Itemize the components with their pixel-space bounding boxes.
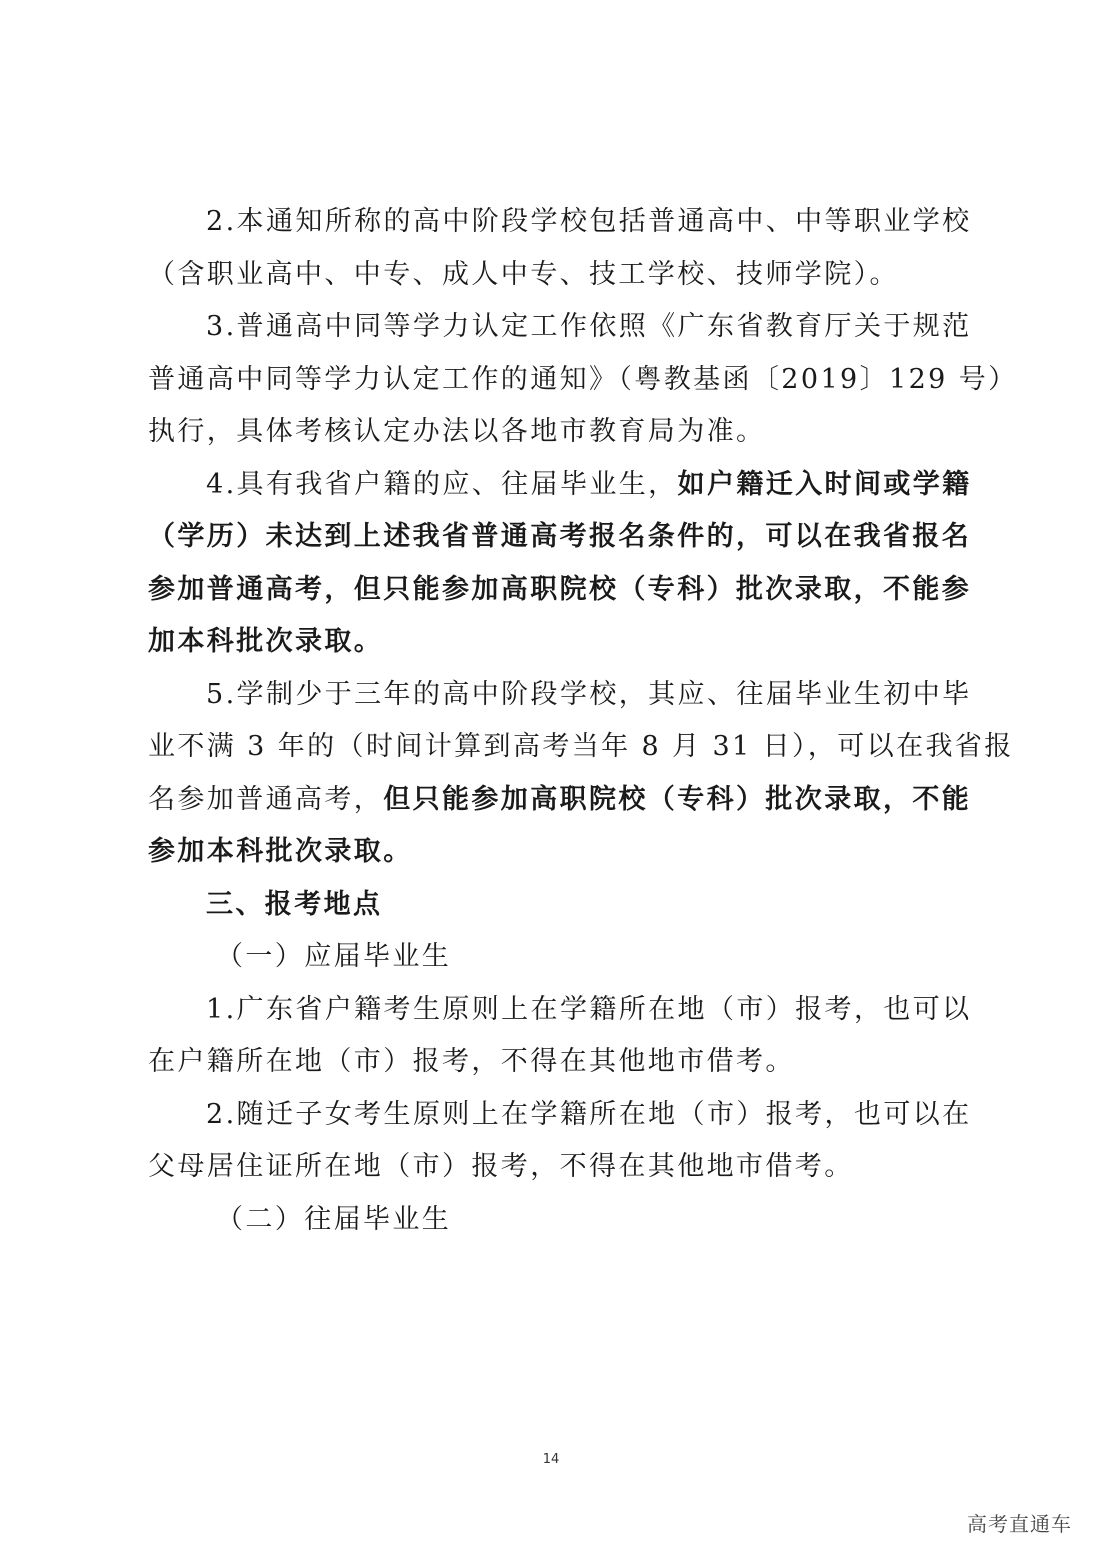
- paragraph-5: [148, 669, 1014, 879]
- text-line: 2.随迁子女考生原则上在学籍所在地（市）报考，也可以在: [206, 1098, 972, 1130]
- section-heading-block: [148, 879, 966, 932]
- subsection-1-block: [148, 931, 966, 984]
- text-line: 普通高中同等学力认定工作的通知》（粤教基函〔2019〕129 号）: [148, 363, 1018, 395]
- subsection-heading: （二）往届毕业生: [216, 1203, 452, 1235]
- subsection-2-block: [148, 1194, 966, 1247]
- text-line-bold: 加本科批次录取。: [148, 626, 384, 657]
- text-line: [148, 459, 972, 512]
- document-body: [148, 196, 1018, 1246]
- text-line: 5.学制少于三年的高中阶段学校，其应、往届毕业生初中毕: [206, 678, 972, 710]
- text-bold: 但只能参加高职院校（专科）批次录取，不能: [383, 783, 972, 815]
- paragraph-2: [148, 196, 972, 301]
- text-bold: 如户籍迁入时间或学籍: [677, 468, 972, 500]
- item-1: [148, 984, 972, 1089]
- watermark-text: 高考直通车: [967, 1512, 1072, 1536]
- text-line: 3.普通高中同等学力认定工作依照《广东省教育厅关于规范: [206, 311, 972, 342]
- text-line: 1.广东省户籍考生原则上在学籍所在地（市）报考，也可以: [206, 993, 972, 1025]
- item-2: [148, 1089, 972, 1194]
- text-line: 业不满 3 年的（时间计算到高考当年 8 月 31 日），可以在我省报: [148, 731, 1014, 762]
- subsection-heading: （一）应届毕业生: [216, 941, 452, 972]
- text-line-bold: 参加本科批次录取。: [148, 836, 413, 867]
- text-normal: 4.具有我省户籍的应、往届毕业生，: [206, 468, 678, 500]
- section-heading: 三、报考地点: [206, 888, 383, 920]
- text-line-bold: （学历）未达到上述我省普通高考报名条件的，可以在我省报名: [148, 521, 972, 552]
- text-line: 2.本通知所称的高中阶段学校包括普通高中、中等职业学校: [206, 206, 972, 237]
- text-normal: 名参加普通高考，: [148, 783, 384, 815]
- text-line: 执行，具体考核认定办法以各地市教育局为准。: [148, 416, 766, 447]
- text-line-bold: 参加普通高考，但只能参加高职院校（专科）批次录取，不能参: [148, 573, 972, 605]
- page-number: 14: [542, 1452, 560, 1467]
- text-line: 在户籍所在地（市）报考，不得在其他地市借考。: [148, 1046, 795, 1077]
- text-line: 父母居住证所在地（市）报考，不得在其他地市借考。: [148, 1151, 854, 1182]
- text-line: [148, 774, 972, 827]
- paragraph-3: [148, 301, 1018, 459]
- text-line: （含职业高中、中专、成人中专、技工学校、技师学院）。: [148, 258, 899, 290]
- paragraph-4: [148, 459, 972, 669]
